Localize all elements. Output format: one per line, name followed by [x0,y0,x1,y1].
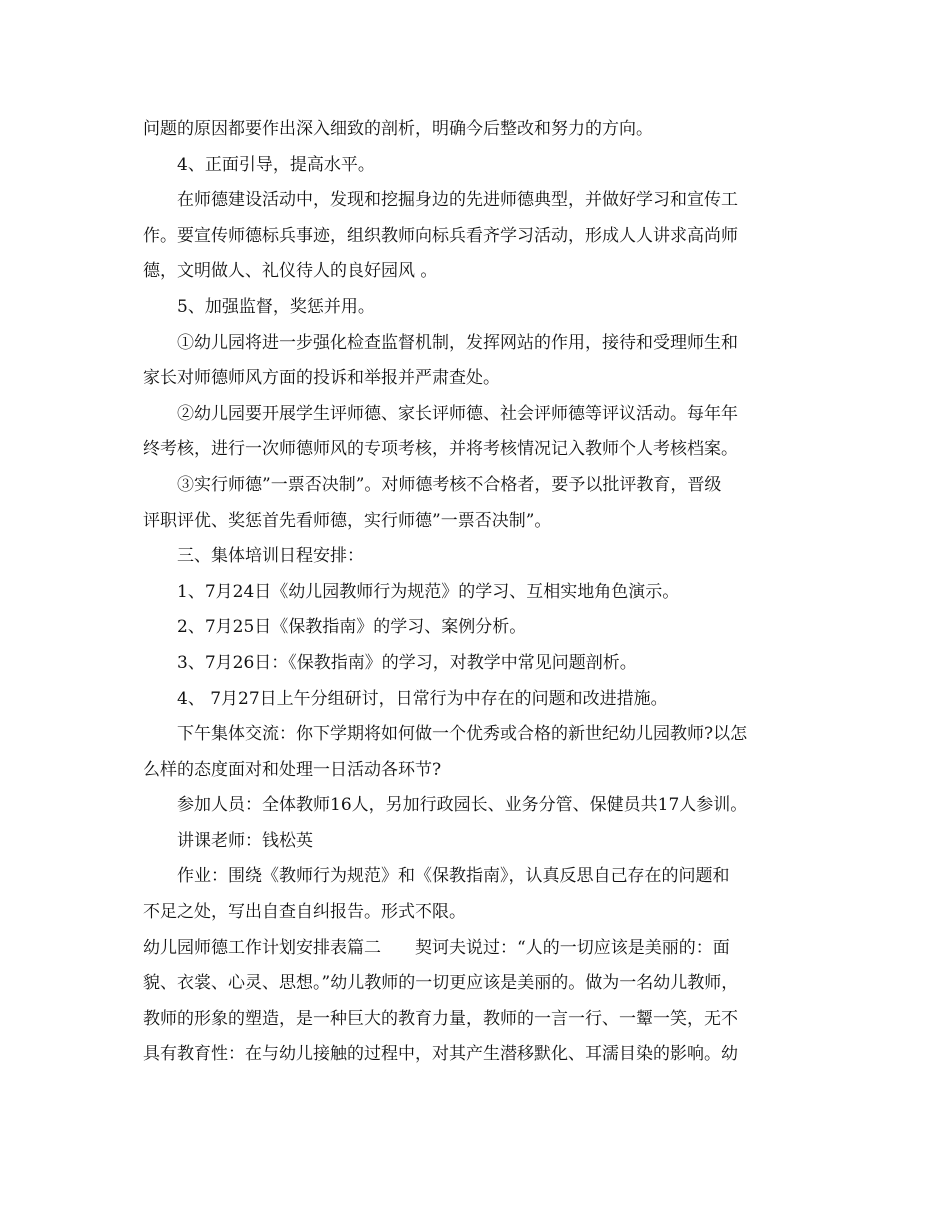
text-line: 2、7月25日《保教指南》的学习、案例分析。 [177,617,527,638]
text-line: 作业：围绕《教师行为规范》和《保教指南》，认真反思自己存在的问题和 [177,866,730,887]
text-line: ①幼儿园将进一步强化检查监督机制，发挥网站的作用，接待和受理师生和 [177,332,738,353]
text-line: 讲课老师：钱松英 [177,830,313,851]
text-line: 德，文明做人、礼仪待人的良好园风 。 [143,261,438,282]
text-line: 家长对师德师风方面的投诉和举报并严肃查处。 [143,368,500,389]
text-line: 参加人员：全体教师16人，另加行政园长、业务分管、保健员共17人参训。 [177,795,748,816]
text-line: 问题的原因都要作出深入细致的剖析，明确今后整改和努力的方向。 [143,119,653,139]
text-line: 下午集体交流：你下学期将如何做一个优秀或合格的新世纪幼儿园教师?以怎 [177,724,748,745]
text-line: 4、 7月27日上午分组研讨，日常行为中存在的问题和改进措施。 [177,688,668,709]
text-line: 教师的形象的塑造，是一种巨大的教育力量，教师的一言一行、一颦一笑，无不 [143,1008,738,1029]
text-line: 貌、衣裳、心灵、思想。”幼儿教师的一切更应该是美丽的。做为一名幼儿教师， [143,973,739,994]
text-line: 3、7月26日：《保教指南》的学习，对教学中常见问题剖析。 [177,652,637,673]
text-line: 1、7月24日《幼儿园教师行为规范》的学习、互相实地角色演示。 [177,581,680,602]
text-line: 评职评优、奖惩首先看师德，实行师德”一票否决制”。 [143,510,552,531]
text-line: 三、集体培训日程安排： [177,546,364,567]
text-line: ②幼儿园要开展学生评师德、家长评师德、社会评师德等评议活动。每年年 [177,403,738,424]
text-line: 作。要宣传师德标兵事迹，组织教师向标兵看齐学习活动，形成人人讲求高尚师 [143,225,738,246]
text-line: 幼儿园师德工作计划安排表篇二 契诃夫说过：“人的一切应该是美丽的：面 [143,937,730,958]
text-line: 终考核，进行一次师德师风的专项考核，并将考核情况记入教师个人考核档案。 [143,439,738,460]
text-line: 4、正面引导，提高水平。 [177,154,375,175]
document-body [143,112,808,1073]
text-line: 具有教育性：在与幼儿接触的过程中，对其产生潜移默化、耳濡目染的影响。幼 [143,1044,738,1065]
text-line: ③实行师德”一票否决制”。对师德考核不合格者，要予以批评教育，晋级 [177,474,722,495]
text-line: 不足之处，写出自查自纠报告。形式不限。 [143,902,466,923]
text-line: 么样的态度面对和处理一日活动各环节? [143,759,442,780]
text-line: 在师德建设活动中，发现和挖掘身边的先进师德典型，并做好学习和宣传工 [177,190,738,211]
text-line: 5、加强监督，奖惩并用。 [177,296,375,317]
